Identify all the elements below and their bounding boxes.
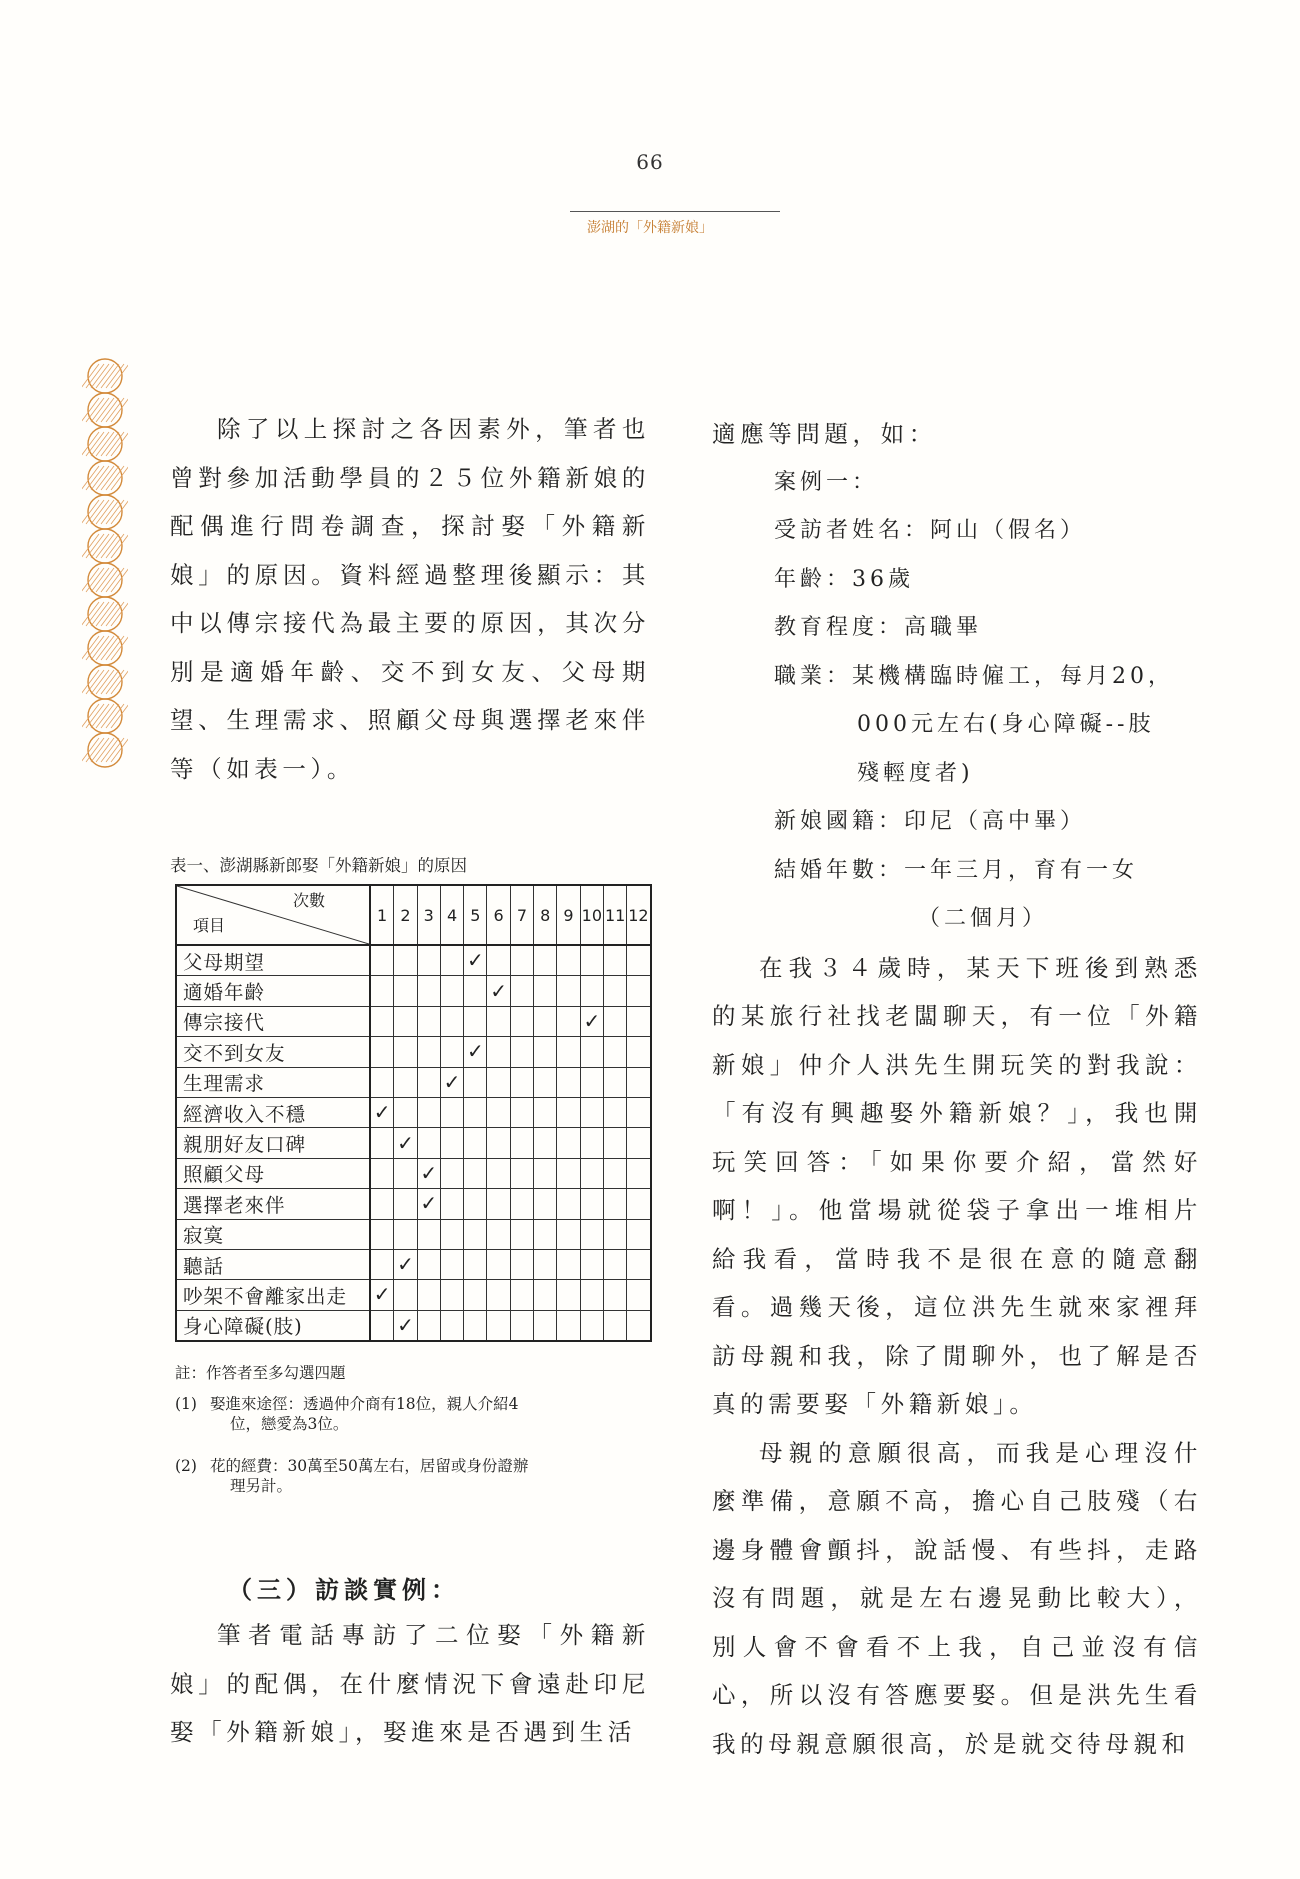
reason-label: 寂寞 (176, 1219, 370, 1249)
table-cell (510, 1158, 533, 1188)
left-bottom-text (170, 1611, 650, 1757)
table-cell (534, 1128, 557, 1158)
ornament-circle (82, 393, 128, 427)
table-cell (603, 945, 626, 976)
column-number: 5 (464, 885, 487, 945)
table-row (176, 1280, 651, 1310)
table-cell (464, 976, 487, 1006)
reasons-table (175, 884, 652, 1342)
reason-label: 吵架不會離家出走 (176, 1280, 370, 1310)
table-cell (464, 1067, 487, 1097)
table-cell (394, 1037, 417, 1067)
check-mark-icon: ✓ (466, 948, 484, 973)
column-number: 11 (603, 885, 626, 945)
table-cell (627, 1249, 651, 1279)
check-mark-icon: ✓ (466, 1039, 484, 1064)
table-cell (370, 1097, 394, 1127)
check-mark-icon: ✓ (373, 1282, 391, 1307)
case-age: 年齡：36歲 (774, 566, 914, 592)
column-number: 10 (580, 885, 603, 945)
table-cell (440, 1219, 463, 1249)
table-cell (370, 1219, 394, 1249)
case-job-continued: 000元左右(身心障礙--肢 (857, 712, 1155, 737)
table-cell (440, 1280, 463, 1310)
table-cell (464, 1310, 487, 1341)
table-cell (580, 1158, 603, 1188)
reason-label: 選擇老來伴 (176, 1189, 370, 1219)
table-cell (394, 1249, 417, 1279)
column-number: 1 (370, 885, 394, 945)
table-cell (370, 1280, 394, 1310)
footnote-text-line1: 花的經費：30萬至50萬左右，居留或身份證辦 (209, 1457, 529, 1475)
reason-label: 父母期望 (176, 945, 370, 976)
check-mark-icon: ✓ (373, 1100, 391, 1125)
table-cell (603, 976, 626, 1006)
ornament-circle (82, 495, 128, 529)
case-bride-nationality: 新娘國籍：印尼（高中畢） (774, 809, 1087, 834)
table-cell (557, 1158, 580, 1188)
header-rule (570, 211, 780, 212)
column-number: 12 (627, 885, 651, 945)
table-cell (557, 945, 580, 976)
table-cell (627, 1189, 651, 1219)
table-cell (580, 1219, 603, 1249)
table-row (176, 1310, 651, 1341)
reason-label: 聽話 (176, 1249, 370, 1279)
table-cell (580, 1249, 603, 1279)
table-cell (394, 1097, 417, 1127)
table-cell (603, 1249, 626, 1279)
table-cell (394, 976, 417, 1006)
table-cell (370, 1310, 394, 1341)
table-cell (440, 976, 463, 1006)
ornament-circle (82, 427, 128, 461)
table-cell (627, 1219, 651, 1249)
table-cell (580, 1067, 603, 1097)
check-mark-icon: ✓ (490, 978, 508, 1003)
case-name: 受訪者姓名：阿山（假名） (774, 518, 1087, 543)
ornament-circle (82, 631, 128, 665)
table-cell (487, 1249, 510, 1279)
table-cell (464, 1280, 487, 1310)
column-number: 4 (440, 885, 463, 945)
table-row (176, 1067, 651, 1097)
table-cell (603, 1097, 626, 1127)
table-cell (510, 976, 533, 1006)
table-cell (557, 1128, 580, 1158)
table-cell (394, 1310, 417, 1341)
table-cell (603, 1158, 626, 1188)
table-cell (417, 1097, 440, 1127)
table-cell (464, 1189, 487, 1219)
table-row (176, 976, 651, 1006)
body-paragraph: 在我３４歲時，某天下班後到熟悉的某旅行社找老闆聊天，有一位「外籍新娘」仲介人洪先生開玩笑的對我說：「有沒有興趣娶外籍新娘？」，我也開玩笑回答：「如果你要介紹，當然好啊！」。他當場就從袋子拿出一堆相片給我看，當時我不是很在意的隨意翻看。過幾天後，這位洪先生就來家裡拜訪母親和我，除了閒聊外，也了解是否真的需要娶「外籍新娘」。 (712, 953, 1202, 1418)
table-cell (603, 1006, 626, 1036)
table-cell (510, 1219, 533, 1249)
table-cell (487, 1310, 510, 1341)
table-cell (603, 1219, 626, 1249)
table-cell (510, 1067, 533, 1097)
table-cell (557, 1219, 580, 1249)
body-paragraph: 除了以上探討之各因素外，筆者也曾對參加活動學員的２５位外籍新娘的配偶進行問卷調查，探討娶「外籍新娘」的原因。資料經過整理後顯示：其中以傳宗接代為最主要的原因，其次分別是適婚年齡、交不到女友、父母期望、生理需求、照顧父母與選擇老來伴等（如表一）。 (170, 415, 650, 783)
table-row (176, 1158, 651, 1188)
table-cell (370, 1158, 394, 1188)
table-row (176, 1097, 651, 1127)
table-cell (580, 1280, 603, 1310)
table-cell (534, 1097, 557, 1127)
header-count-label: 次數 (292, 891, 325, 910)
table-cell (534, 976, 557, 1006)
table-cell (487, 1158, 510, 1188)
table-cell (440, 1006, 463, 1036)
table-cell (487, 1097, 510, 1127)
table-cell (534, 1006, 557, 1036)
table-cell (394, 1219, 417, 1249)
running-header: 澎湖的「外籍新娘」 (587, 220, 713, 236)
table-cell (627, 976, 651, 1006)
ornament-circle (82, 699, 128, 733)
table-cell (510, 1006, 533, 1036)
table-cell (534, 1158, 557, 1188)
table-cell (487, 976, 510, 1006)
table-cell (464, 945, 487, 976)
table-note: 註：作答者至多勾選四題 (175, 1364, 346, 1382)
table-cell (603, 1037, 626, 1067)
reason-label: 親朋好友口碑 (176, 1128, 370, 1158)
footnote-text-line1: 娶進來途徑：透過仲介商有18位，親人介紹4 (209, 1395, 519, 1413)
table-cell (557, 1280, 580, 1310)
table-cell (417, 1067, 440, 1097)
column-number: 8 (534, 885, 557, 945)
table-caption: 表一、澎湖縣新郎娶「外籍新娘」的原因 (170, 856, 467, 875)
table-cell (440, 1158, 463, 1188)
table-cell (464, 1037, 487, 1067)
reason-label: 照顧父母 (176, 1158, 370, 1188)
table-cell (440, 1067, 463, 1097)
table-cell (440, 1037, 463, 1067)
table-cell (394, 1128, 417, 1158)
ornament-circle (82, 563, 128, 597)
table-cell (627, 1067, 651, 1097)
table-header-row (176, 885, 651, 945)
table-cell (627, 1097, 651, 1127)
column-number: 2 (394, 885, 417, 945)
table-cell (557, 1097, 580, 1127)
table-cell (370, 1006, 394, 1036)
table-cell (510, 1097, 533, 1127)
table-cell (394, 1006, 417, 1036)
reason-label: 交不到女友 (176, 1037, 370, 1067)
table-cell (627, 1310, 651, 1341)
table-cell (417, 1037, 440, 1067)
table-cell (580, 1189, 603, 1219)
table-cell (603, 1310, 626, 1341)
table-cell (534, 945, 557, 976)
footnote-text-line2: 位，戀愛為3位。 (230, 1415, 349, 1433)
table-cell (557, 976, 580, 1006)
table-cell (464, 1128, 487, 1158)
table-cell (370, 1037, 394, 1067)
table-cell (417, 976, 440, 1006)
table-cell (627, 1280, 651, 1310)
table-cell (580, 976, 603, 1006)
footnote-text-line2: 理另計。 (230, 1477, 293, 1495)
table-cell (534, 1067, 557, 1097)
table-cell (557, 1006, 580, 1036)
table-cell (487, 1128, 510, 1158)
table-cell (534, 1189, 557, 1219)
table-cell (580, 1128, 603, 1158)
table-cell (510, 1189, 533, 1219)
table-cell (487, 1037, 510, 1067)
decorative-ornament-border (82, 358, 128, 783)
table-cell (440, 1128, 463, 1158)
table-cell (417, 1280, 440, 1310)
table-cell (603, 1280, 626, 1310)
column-number: 7 (510, 885, 533, 945)
ornament-circle (82, 665, 128, 699)
ornament-circle (82, 461, 128, 495)
case-title: 案例一： (774, 469, 879, 495)
table-cell (417, 945, 440, 976)
table-cell (534, 1249, 557, 1279)
table-cell (417, 1219, 440, 1249)
table-cell (557, 1249, 580, 1279)
table-cell (417, 1310, 440, 1341)
table-cell (440, 1189, 463, 1219)
table-footnote-1 (175, 1394, 645, 1434)
table-cell (627, 1006, 651, 1036)
table-row (176, 1037, 651, 1067)
table-row (176, 1219, 651, 1249)
table-cell (510, 1037, 533, 1067)
check-mark-icon: ✓ (420, 1191, 438, 1216)
table-cell (440, 1249, 463, 1279)
table-cell (627, 945, 651, 976)
table-cell (464, 1219, 487, 1249)
table-cell (557, 1037, 580, 1067)
case-education: 教育程度：高職畢 (774, 615, 983, 640)
table-cell (627, 1158, 651, 1188)
table-cell (394, 1067, 417, 1097)
table-cell (557, 1310, 580, 1341)
check-mark-icon: ✓ (397, 1312, 414, 1337)
table-cell (510, 1249, 533, 1279)
table-cell (534, 1219, 557, 1249)
table-cell (627, 1128, 651, 1158)
table-cell (370, 1128, 394, 1158)
table-row (176, 1006, 651, 1036)
left-column-text (170, 405, 650, 793)
table-cell (464, 1158, 487, 1188)
case-job-continued: 殘輕度者) (857, 760, 974, 786)
body-paragraph: 適應等問題，如： (712, 420, 937, 448)
table-cell (534, 1310, 557, 1341)
table-cell (370, 1249, 394, 1279)
table-cell (580, 1310, 603, 1341)
footnote-label: (1) (175, 1395, 197, 1413)
table-cell (417, 1189, 440, 1219)
table-cell (487, 1006, 510, 1036)
table-cell (580, 1037, 603, 1067)
table-cell (394, 1158, 417, 1188)
section-heading: （三）訪談實例： (228, 1576, 460, 1604)
table-cell (557, 1067, 580, 1097)
page-number: 66 (636, 150, 664, 174)
body-paragraph: 母親的意願很高，而我是心理沒什麼準備，意願不高，擔心自己肢殘（右邊身體會顫抖，說話慢、有些抖，走路沒有問題，就是左右邊晃動比較大），別人會不會看不上我，自己並沒有信心，所以沒有答應要娶。但是洪先生看我的母親意願很高，於是就交待母親和 (712, 1438, 1202, 1758)
table-footnote-2 (175, 1456, 645, 1496)
table-cell (510, 1310, 533, 1341)
table-cell (603, 1128, 626, 1158)
table-cell (580, 1006, 603, 1036)
header-item-label: 項目 (193, 916, 226, 935)
reason-label: 經濟收入不穩 (176, 1097, 370, 1127)
table-cell (464, 1097, 487, 1127)
ornament-circle (82, 359, 128, 393)
table-cell (417, 1128, 440, 1158)
table-cell (394, 1189, 417, 1219)
check-mark-icon: ✓ (420, 1160, 438, 1185)
table-cell (464, 1006, 487, 1036)
table-cell (534, 1280, 557, 1310)
table-cell (487, 945, 510, 976)
check-mark-icon: ✓ (397, 1252, 414, 1277)
reason-label: 適婚年齡 (176, 976, 370, 1006)
body-paragraph: 筆者電話專訪了二位娶「外籍新娘」的配偶，在什麼情況下會遠赴印尼娶「外籍新娘」，娶進來是否遇到生活 (170, 1621, 650, 1746)
table-cell (534, 1037, 557, 1067)
table-cell (440, 1097, 463, 1127)
table-cell (394, 945, 417, 976)
table-cell (394, 1280, 417, 1310)
table-cell (487, 1219, 510, 1249)
table-cell (510, 945, 533, 976)
case-job: 職業：某機構臨時僱工，每月20， (774, 663, 1174, 689)
reason-label: 生理需求 (176, 1067, 370, 1097)
table-cell (417, 1249, 440, 1279)
footnote-label: (2) (175, 1457, 197, 1475)
case-marriage-years: 結婚年數：一年三月，育有一女 (774, 857, 1139, 883)
ornament-circle (82, 733, 128, 767)
table-cell (487, 1067, 510, 1097)
table-cell (627, 1037, 651, 1067)
table-cell (370, 1189, 394, 1219)
check-mark-icon: ✓ (397, 1130, 414, 1155)
table-row (176, 1189, 651, 1219)
table-cell (487, 1189, 510, 1219)
table-cell (440, 945, 463, 976)
table-cell (440, 1310, 463, 1341)
ornament-circle (82, 597, 128, 631)
table-corner-header (176, 885, 370, 945)
reason-label: 傳宗接代 (176, 1006, 370, 1036)
table-cell (510, 1128, 533, 1158)
table-row (176, 1128, 651, 1158)
column-number: 9 (557, 885, 580, 945)
table-cell (417, 1158, 440, 1188)
reason-label: 身心障礙(肢) (176, 1310, 370, 1341)
check-mark-icon: ✓ (583, 1008, 601, 1033)
case-marriage-years-continued: （二個月） (918, 906, 1049, 931)
ornament-circle (82, 529, 128, 563)
table-cell (603, 1189, 626, 1219)
check-mark-icon: ✓ (443, 1069, 461, 1094)
table-cell (370, 976, 394, 1006)
table-cell (487, 1280, 510, 1310)
table-cell (557, 1189, 580, 1219)
table-cell (417, 1006, 440, 1036)
right-column-text (712, 410, 1202, 1768)
table-cell (464, 1249, 487, 1279)
table-cell (370, 1067, 394, 1097)
table-cell (580, 945, 603, 976)
column-number: 3 (417, 885, 440, 945)
table-cell (580, 1097, 603, 1127)
table-row (176, 1249, 651, 1279)
table-cell (603, 1067, 626, 1097)
table-cell (510, 1280, 533, 1310)
table-row (176, 945, 651, 976)
column-number: 6 (487, 885, 510, 945)
table-cell (370, 945, 394, 976)
